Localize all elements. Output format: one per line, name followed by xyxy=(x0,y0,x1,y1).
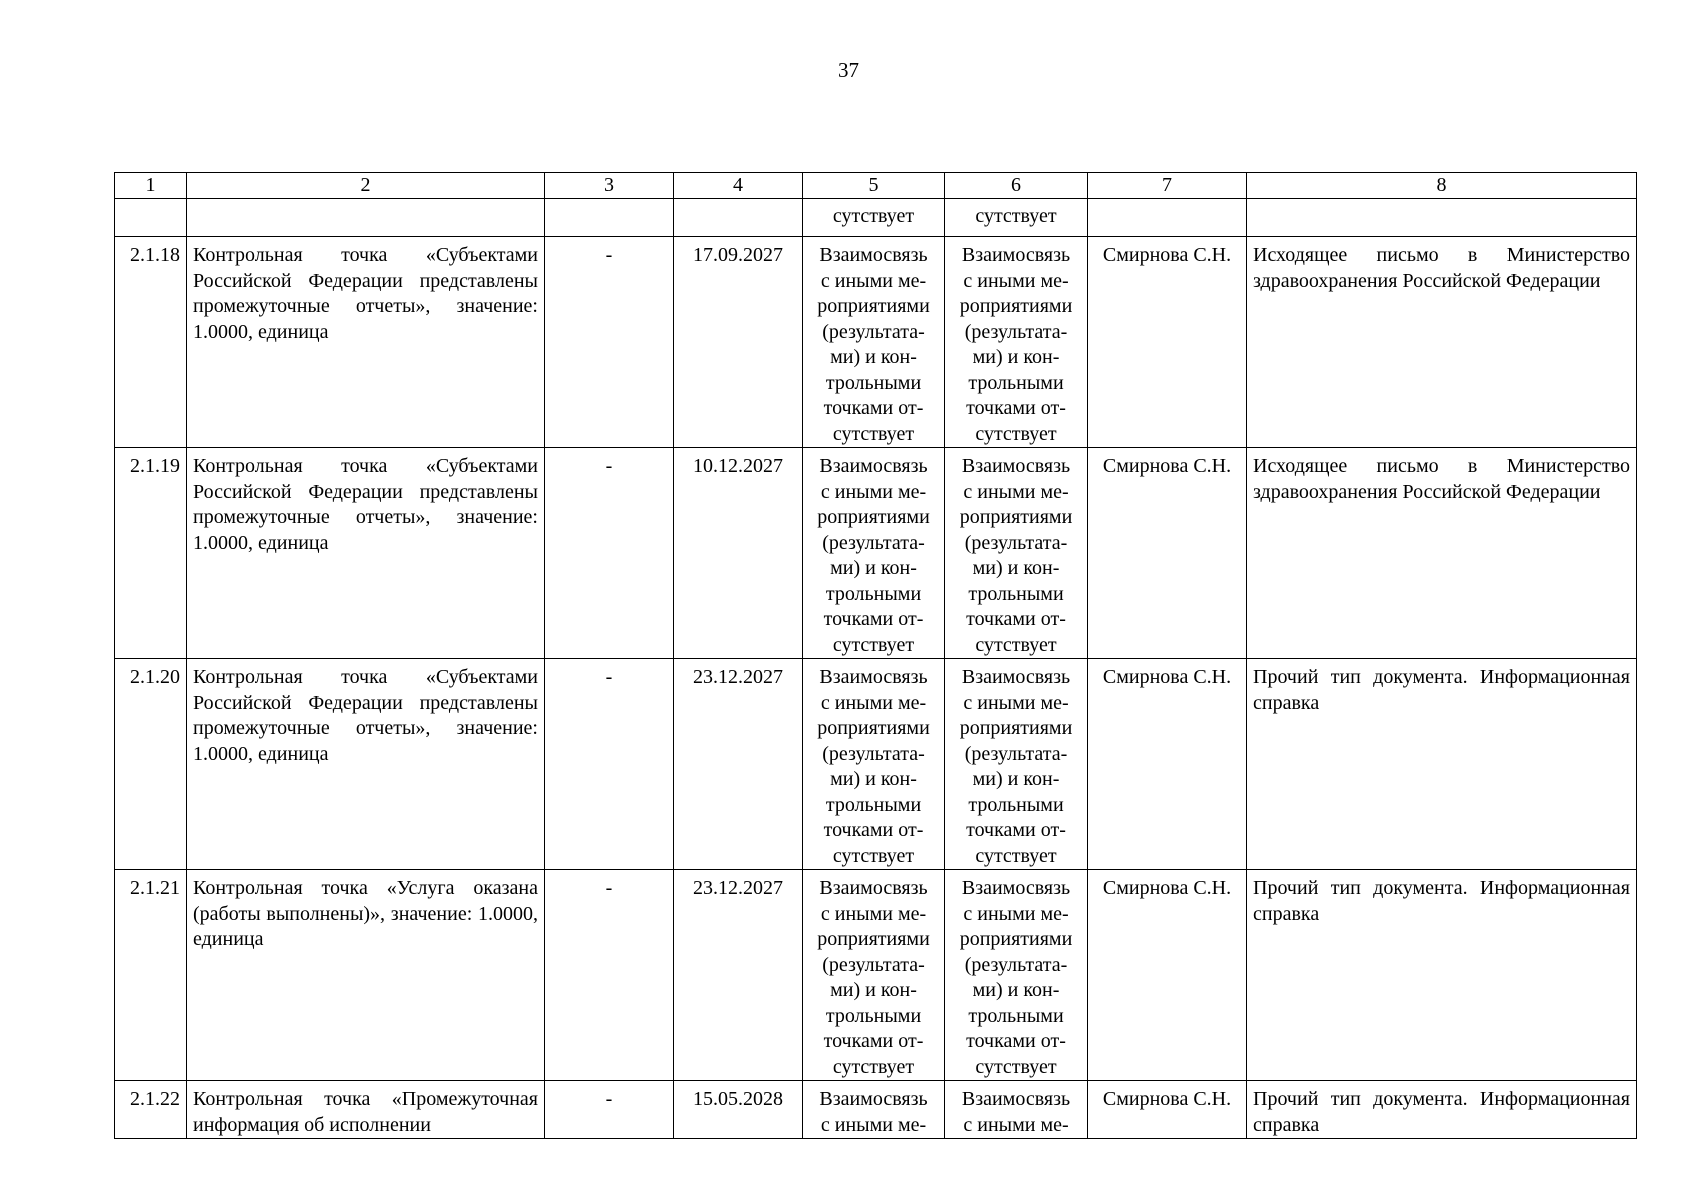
document-type: Прочий тип документа. Информационная справка xyxy=(1247,659,1637,870)
base-value: - xyxy=(545,448,674,659)
deadline-date: 15.05.2028 xyxy=(674,1081,803,1139)
successor-link xyxy=(945,659,1088,870)
column-number-header: 1 xyxy=(115,173,187,199)
deadline-date: 23.12.2027 xyxy=(674,659,803,870)
document-type: Исходящее письмо в Министерство здравоохранения Российской Федерации xyxy=(1247,237,1637,448)
row-number: 2.1.19 xyxy=(115,448,187,659)
column-number-header: 4 xyxy=(674,173,803,199)
continuation-row xyxy=(115,199,1637,237)
predecessor-text: Взаимосвязь с иными ме- роприятиями (результата- ми) и кон- трольными точками от- сутствует xyxy=(817,666,930,867)
empty-cell xyxy=(187,199,545,237)
control-point-name: Контрольная точка «Промежуточная информация об исполнении xyxy=(187,1081,545,1139)
successor-link xyxy=(945,237,1088,448)
table-row xyxy=(115,659,1637,870)
responsible-person: Смирнова С.Н. xyxy=(1088,448,1247,659)
successor-link xyxy=(945,1081,1088,1139)
continuation-cell-col5: сутствует xyxy=(803,199,945,237)
base-value: - xyxy=(545,1081,674,1139)
base-value: - xyxy=(545,659,674,870)
column-number-row xyxy=(115,173,1637,199)
document-type: Прочий тип документа. Информационная справка xyxy=(1247,870,1637,1081)
column-number-header: 2 xyxy=(187,173,545,199)
responsible-person: Смирнова С.Н. xyxy=(1088,870,1247,1081)
predecessor-link xyxy=(803,659,945,870)
base-value: - xyxy=(545,237,674,448)
control-points-table xyxy=(114,172,1637,1139)
base-value: - xyxy=(545,870,674,1081)
row-number: 2.1.20 xyxy=(115,659,187,870)
document-type: Исходящее письмо в Министерство здравоохранения Российской Федерации xyxy=(1247,448,1637,659)
predecessor-text: Взаимосвязь с иными ме- роприятиями (результата- ми) и кон- трольными точками от- сутствует xyxy=(817,877,930,1078)
predecessor-text: Взаимосвязь с иными ме- роприятиями (результата- ми) и кон- трольными точками от- сутствует xyxy=(817,455,930,656)
page-number: 37 xyxy=(838,58,859,82)
successor-text: Взаимосвязь с иными ме- роприятиями (результата- ми) и кон- трольными точками от- сутствует xyxy=(959,244,1073,445)
predecessor-text: Взаимосвязь с иными ме- xyxy=(819,1088,928,1136)
successor-text: Взаимосвязь с иными ме- xyxy=(961,1088,1071,1136)
table-row xyxy=(115,870,1637,1081)
control-point-name: Контрольная точка «Субъектами Российской Федерации представлены промежуточные отчеты», значение: 1.0000, единица xyxy=(187,237,545,448)
document-type: Прочий тип документа. Информационная справка xyxy=(1247,1081,1637,1139)
predecessor-link xyxy=(803,448,945,659)
successor-text: Взаимосвязь с иными ме- роприятиями (результата- ми) и кон- трольными точками от- сутствует xyxy=(959,877,1073,1078)
table-row xyxy=(115,1081,1637,1139)
control-point-name: Контрольная точка «Услуга оказана (работы выполнены)», значение: 1.0000, единица xyxy=(187,870,545,1081)
empty-cell xyxy=(1088,199,1247,237)
predecessor-text: Взаимосвязь с иными ме- роприятиями (результата- ми) и кон- трольными точками от- сутствует xyxy=(817,244,930,445)
responsible-person: Смирнова С.Н. xyxy=(1088,237,1247,448)
successor-link xyxy=(945,448,1088,659)
deadline-date: 10.12.2027 xyxy=(674,448,803,659)
successor-text: Взаимосвязь с иными ме- роприятиями (результата- ми) и кон- трольными точками от- сутствует xyxy=(959,666,1073,867)
row-number: 2.1.22 xyxy=(115,1081,187,1139)
table-row xyxy=(115,237,1637,448)
column-number-header: 6 xyxy=(945,173,1088,199)
column-number-header: 3 xyxy=(545,173,674,199)
deadline-date: 17.09.2027 xyxy=(674,237,803,448)
column-number-header: 7 xyxy=(1088,173,1247,199)
continuation-cell-col6: сутствует xyxy=(945,199,1088,237)
responsible-person: Смирнова С.Н. xyxy=(1088,1081,1247,1139)
row-number: 2.1.21 xyxy=(115,870,187,1081)
empty-cell xyxy=(545,199,674,237)
control-point-name: Контрольная точка «Субъектами Российской Федерации представлены промежуточные отчеты», значение: 1.0000, единица xyxy=(187,448,545,659)
predecessor-link xyxy=(803,870,945,1081)
empty-cell xyxy=(674,199,803,237)
row-number: 2.1.18 xyxy=(115,237,187,448)
responsible-person: Смирнова С.Н. xyxy=(1088,659,1247,870)
successor-text: Взаимосвязь с иными ме- роприятиями (результата- ми) и кон- трольными точками от- сутствует xyxy=(959,455,1073,656)
column-number-header: 8 xyxy=(1247,173,1637,199)
empty-cell xyxy=(1247,199,1637,237)
column-number-header: 5 xyxy=(803,173,945,199)
predecessor-link xyxy=(803,1081,945,1139)
control-point-name: Контрольная точка «Субъектами Российской Федерации представлены промежуточные отчеты», значение: 1.0000, единица xyxy=(187,659,545,870)
successor-link xyxy=(945,870,1088,1081)
deadline-date: 23.12.2027 xyxy=(674,870,803,1081)
table-row xyxy=(115,448,1637,659)
predecessor-link xyxy=(803,237,945,448)
empty-cell xyxy=(115,199,187,237)
